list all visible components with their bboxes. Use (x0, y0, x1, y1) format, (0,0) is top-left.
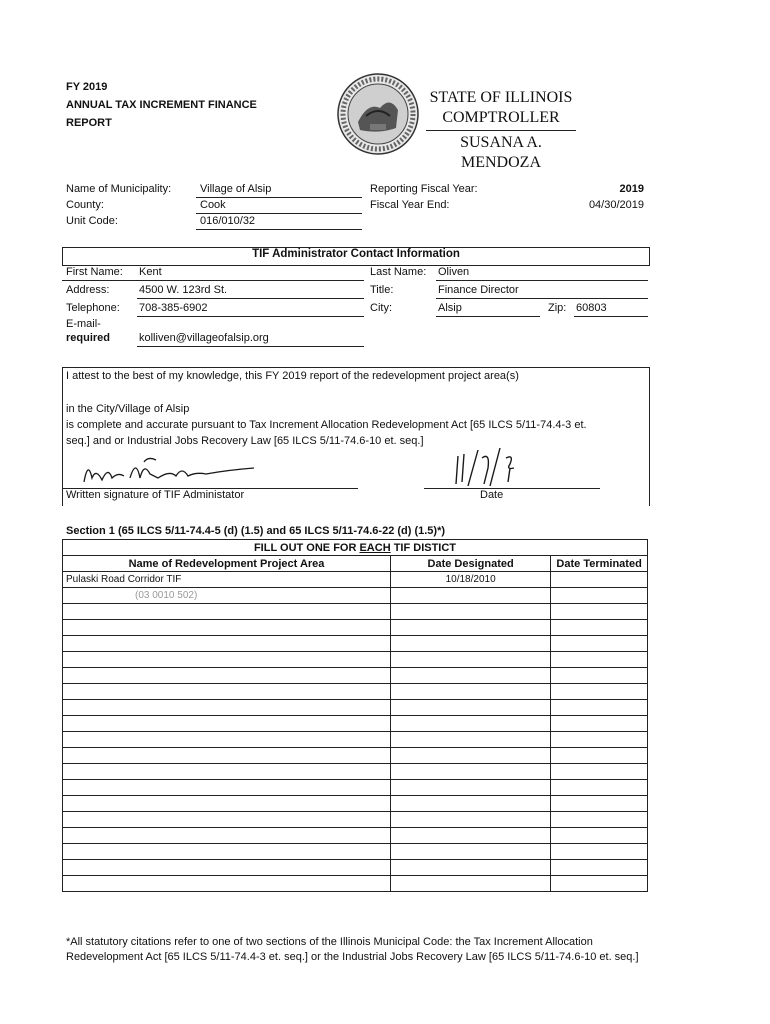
table-cell (63, 620, 391, 636)
table-cell (391, 748, 551, 764)
title-underline (436, 298, 648, 299)
table-cell (391, 684, 551, 700)
table-row (63, 604, 648, 620)
table-cell (551, 684, 648, 700)
signature-image (78, 452, 278, 488)
email-label-line-1: E-mail- (66, 318, 101, 330)
footnote: *All statutory citations refer to one of two sections of the Illinois Municipal Code: the Tax Increment Allocation Redevelopment Act [65 ILCS 5/11-74.4-3 et. seq.] or the Industrial Jobs Recovery Law [65 ILCS 5/11-74.6-10 et. seq.] (66, 936, 639, 963)
signature-label: Written signature of TIF Administator (66, 489, 245, 501)
section-title-citation: (65 ILCS 5/11-74.4-5 (d) (1.5) and 65 ILCS 5/11-74.6-22 (d) (1.5)*) (117, 525, 446, 537)
address-value: 4500 W. 123rd St. (139, 284, 228, 296)
col-header-name: Name of Redevelopment Project Area (63, 556, 391, 572)
table-cell (63, 684, 391, 700)
attest-line-4: seq.] and or Industrial Jobs Recovery Law [65 ILCS 5/11-74.6-10 et. seq.] (66, 435, 424, 447)
first-name-underline (62, 280, 364, 281)
fiscal-year-value: 2019 (619, 183, 644, 195)
table-cell (551, 636, 648, 652)
project-area-code: (03 0010 502) (63, 588, 391, 604)
table-cell (391, 716, 551, 732)
table-cell (391, 604, 551, 620)
email-underline (137, 346, 364, 347)
table-cell (391, 764, 551, 780)
table-cell (551, 732, 648, 748)
fill-instruction-suffix: TIF DISTICT (390, 541, 457, 554)
city-value: Alsip (438, 302, 462, 314)
table-cell (63, 764, 391, 780)
email-label-line-2: required (66, 332, 111, 344)
municipality-value: Village of Alsip (200, 183, 272, 195)
table-cell (391, 620, 551, 636)
table-cell (391, 844, 551, 860)
comptroller-name: SUSANA A. MENDOZA (460, 134, 542, 171)
unit-code-value: 016/010/32 (200, 215, 256, 227)
unit-code-label: Unit Code: (66, 215, 118, 227)
table-cell (391, 860, 551, 876)
table-cell (63, 844, 391, 860)
table-row (63, 668, 648, 684)
table-cell (63, 668, 391, 684)
table-row (63, 844, 648, 860)
table-row (63, 748, 648, 764)
table-cell (63, 700, 391, 716)
table-cell (63, 796, 391, 812)
first-name-label: First Name: (66, 266, 123, 278)
tif-district-table (62, 539, 648, 892)
fiscal-year-label: Reporting Fiscal Year: (370, 183, 478, 195)
table-cell (551, 780, 648, 796)
report-title-line-2: ANNUAL TAX INCREMENT FINANCE (66, 99, 257, 111)
handwritten-date-image (450, 446, 540, 488)
table-row (63, 572, 648, 588)
table-cell (63, 636, 391, 652)
table-cell (391, 812, 551, 828)
first-name-value: Kent (139, 266, 162, 278)
telephone-value: 708-385-6902 (139, 302, 208, 314)
county-underline (196, 213, 362, 214)
zip-label: Zip: (548, 302, 567, 314)
table-cell (63, 652, 391, 668)
table-row (63, 796, 648, 812)
table-row (63, 860, 648, 876)
table-cell (551, 796, 648, 812)
last-name-value: Oliven (438, 266, 470, 278)
municipality-underline (196, 197, 362, 198)
table-row (63, 620, 648, 636)
fiscal-year-end-value: 04/30/2019 (588, 199, 644, 211)
fill-instruction (63, 540, 648, 556)
project-area-name: Pulaski Road Corridor TIF (63, 572, 391, 588)
unit-code-underline (196, 229, 362, 230)
section-title-bold: Section 1 (66, 525, 115, 537)
table-cell (391, 668, 551, 684)
contact-title: TIF Administrator Contact Information (252, 248, 460, 260)
table-row (63, 684, 648, 700)
comptroller-label: COMPTROLLER (442, 109, 560, 126)
table-cell (391, 876, 551, 892)
section-title (66, 525, 445, 537)
city-underline (436, 316, 540, 317)
table-cell (551, 844, 648, 860)
table-cell (551, 828, 648, 844)
fiscal-year-end-label: Fiscal Year End: (370, 199, 450, 211)
table-cell (391, 652, 551, 668)
table-row (63, 588, 648, 604)
table-cell (391, 796, 551, 812)
table-cell (63, 748, 391, 764)
comptroller-block (426, 88, 576, 173)
table-cell (63, 604, 391, 620)
table-cell (63, 716, 391, 732)
title-value: Finance Director (438, 284, 519, 296)
attest-line-3: is complete and accurate pursuant to Tax Increment Allocation Redevelopment Act [65 ILCS 5/11-74.4-3 et. (66, 419, 587, 431)
table-cell (551, 700, 648, 716)
table-row (63, 764, 648, 780)
table-row (63, 780, 648, 796)
last-name-label: Last Name: (370, 266, 427, 278)
report-title-line-3: REPORT (66, 117, 112, 129)
email-value: kolliven@villageofalsip.org (139, 332, 269, 344)
table-cell (391, 732, 551, 748)
title-label: Title: (370, 284, 394, 296)
table-cell (63, 780, 391, 796)
state-seal-icon (336, 72, 420, 156)
table-row (63, 812, 648, 828)
date-label: Date (480, 489, 504, 501)
city-label: City: (370, 302, 392, 314)
table-cell (551, 668, 648, 684)
table-cell (391, 780, 551, 796)
table-cell (391, 700, 551, 716)
date-line (424, 488, 600, 489)
attest-line-2: in the City/Village of Alsip (66, 403, 190, 415)
table-row (63, 700, 648, 716)
table-cell (391, 828, 551, 844)
table-cell (63, 860, 391, 876)
table-cell (551, 620, 648, 636)
state-name: STATE OF ILLINOIS (429, 89, 573, 106)
table-cell (551, 716, 648, 732)
table-cell (551, 764, 648, 780)
col-header-date-designated: Date Designated (391, 556, 551, 572)
table-row (63, 732, 648, 748)
attest-line-1: I attest to the best of my knowledge, this FY 2019 report of the redevelopment project area(s) (66, 370, 519, 382)
table-cell (551, 860, 648, 876)
email-label (66, 317, 110, 345)
col-header-date-terminated: Date Terminated (551, 556, 648, 572)
table-cell (63, 828, 391, 844)
fill-instruction-prefix: FILL OUT ONE FOR (253, 541, 360, 554)
zip-underline (574, 316, 648, 317)
table-cell (551, 604, 648, 620)
comptroller-divider (426, 130, 576, 131)
zip-value: 60803 (576, 302, 607, 314)
table-cell (551, 748, 648, 764)
table-row (63, 876, 648, 892)
date-terminated-value (551, 572, 648, 588)
report-title-line-1: FY 2019 (66, 81, 108, 93)
table-cell (551, 652, 648, 668)
table-cell (391, 588, 551, 604)
table-cell (551, 588, 648, 604)
county-value: Cook (200, 199, 226, 211)
address-underline (137, 298, 364, 299)
table-row (63, 716, 648, 732)
county-label: County: (66, 199, 104, 211)
table-cell (63, 812, 391, 828)
address-label: Address: (66, 284, 110, 296)
municipality-label: Name of Municipality: (66, 183, 172, 195)
table-row (63, 652, 648, 668)
table-row (63, 828, 648, 844)
table-cell (551, 812, 648, 828)
telephone-label: Telephone: (66, 302, 120, 314)
fill-instruction-each: EACH (359, 541, 391, 554)
table-cell (63, 732, 391, 748)
table-row (63, 636, 648, 652)
table-cell (551, 876, 648, 892)
table-cell (391, 636, 551, 652)
table-cell (63, 876, 391, 892)
telephone-underline (137, 316, 364, 317)
date-designated-value: 10/18/2010 (391, 572, 551, 588)
last-name-underline (436, 280, 648, 281)
report-title (66, 78, 257, 132)
